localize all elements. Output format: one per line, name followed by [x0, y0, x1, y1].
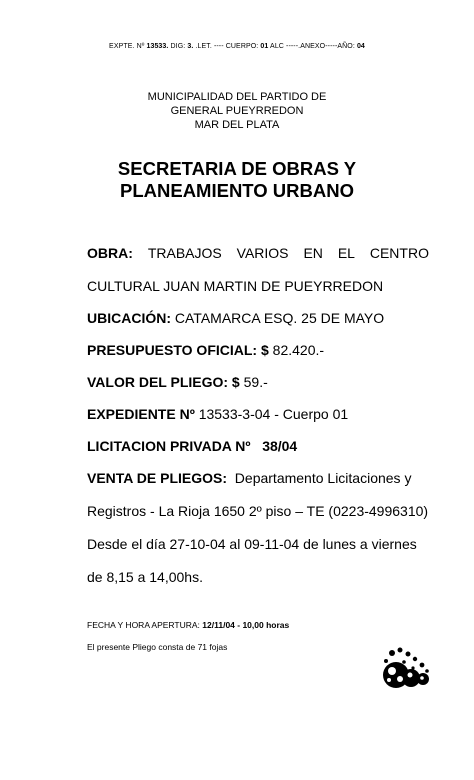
ubicacion-line — [87, 310, 429, 326]
secretaria-title — [0, 158, 474, 202]
header-cuerpo-value: 01 — [260, 43, 269, 50]
venta-value: Departamento Licitaciones y — [234, 470, 412, 486]
presupuesto-value: 82.420.- — [272, 342, 325, 358]
venta-line-3: Desde el día 27-10-04 al 09-11-04 de lunes a viernes — [87, 536, 417, 552]
header-cuerpo-label: CUERPO: — [225, 43, 259, 50]
apertura-line — [87, 620, 289, 630]
valor-pliego-value: 59.- — [243, 374, 268, 390]
header-expte-label: EXPTE. Nº — [109, 43, 145, 50]
header-let-label: .LET. ---- — [195, 43, 224, 50]
expediente-line — [87, 406, 429, 422]
expediente-label: EXPEDIENTE Nº — [87, 406, 195, 422]
venta-label: VENTA DE PLIEGOS: — [87, 470, 228, 486]
municipio-block — [0, 90, 474, 132]
municipio-line-2: GENERAL PUEYRREDON — [170, 105, 304, 117]
obra-word: VARIOS — [236, 245, 289, 261]
licitacion-value: 38/04 — [262, 438, 298, 454]
licitacion-line — [87, 438, 429, 454]
obra-word: TRABAJOS — [147, 245, 222, 261]
ubicacion-value: CATAMARCA ESQ. 25 DE MAYO — [174, 310, 385, 326]
secretaria-line-1: SECRETARIA DE OBRAS Y — [117, 158, 357, 179]
header-dig-value: 3. — [187, 43, 194, 50]
ubicacion-label: UBICACIÓN: — [87, 310, 171, 326]
obra-line-1 — [87, 245, 429, 261]
obra-label: OBRA: — [87, 245, 133, 261]
secretaria-line-2: PLANEAMIENTO URBANO — [120, 180, 354, 201]
header-alc-text: ALC -----.ANEXO-----AÑO: — [270, 43, 355, 50]
obra-line-2: CULTURAL JUAN MARTIN DE PUEYRREDON — [87, 278, 384, 294]
apertura-value: 12/11/04 - 10,00 horas — [202, 620, 290, 630]
valor-pliego-label: VALOR DEL PLIEGO: $ — [87, 374, 240, 390]
expediente-value: 13533-3-04 - Cuerpo 01 — [198, 406, 349, 422]
presupuesto-line — [87, 342, 429, 358]
header-ano-value: 04 — [356, 43, 365, 50]
venta-line-1 — [87, 470, 429, 486]
venta-line-2: Registros - La Rioja 1650 2º piso – TE (0223-4996310) — [87, 503, 429, 519]
licitacion-label: LICITACION PRIVADA Nº — [87, 438, 251, 454]
header-dig-label: DIG: — [170, 43, 186, 50]
municipal-logo-icon — [380, 645, 430, 691]
obra-word: EN — [303, 245, 323, 261]
valor-pliego-line — [87, 374, 429, 390]
apertura-label: FECHA Y HORA APERTURA: — [87, 620, 200, 630]
presupuesto-label: PRESUPUESTO OFICIAL: $ — [87, 342, 269, 358]
venta-line-4: de 8,15 a 14,00hs. — [87, 569, 203, 585]
municipio-line-1: MUNICIPALIDAD DEL PARTIDO DE — [147, 91, 327, 103]
header-expte-number: 13533. — [146, 43, 169, 50]
fojas-line: El presente Pliego consta de 71 fojas — [87, 642, 228, 652]
municipio-line-3: MAR DEL PLATA — [194, 119, 280, 131]
obra-word: CENTRO — [369, 245, 429, 261]
expediente-header — [0, 43, 474, 50]
obra-word: EL — [337, 245, 355, 261]
